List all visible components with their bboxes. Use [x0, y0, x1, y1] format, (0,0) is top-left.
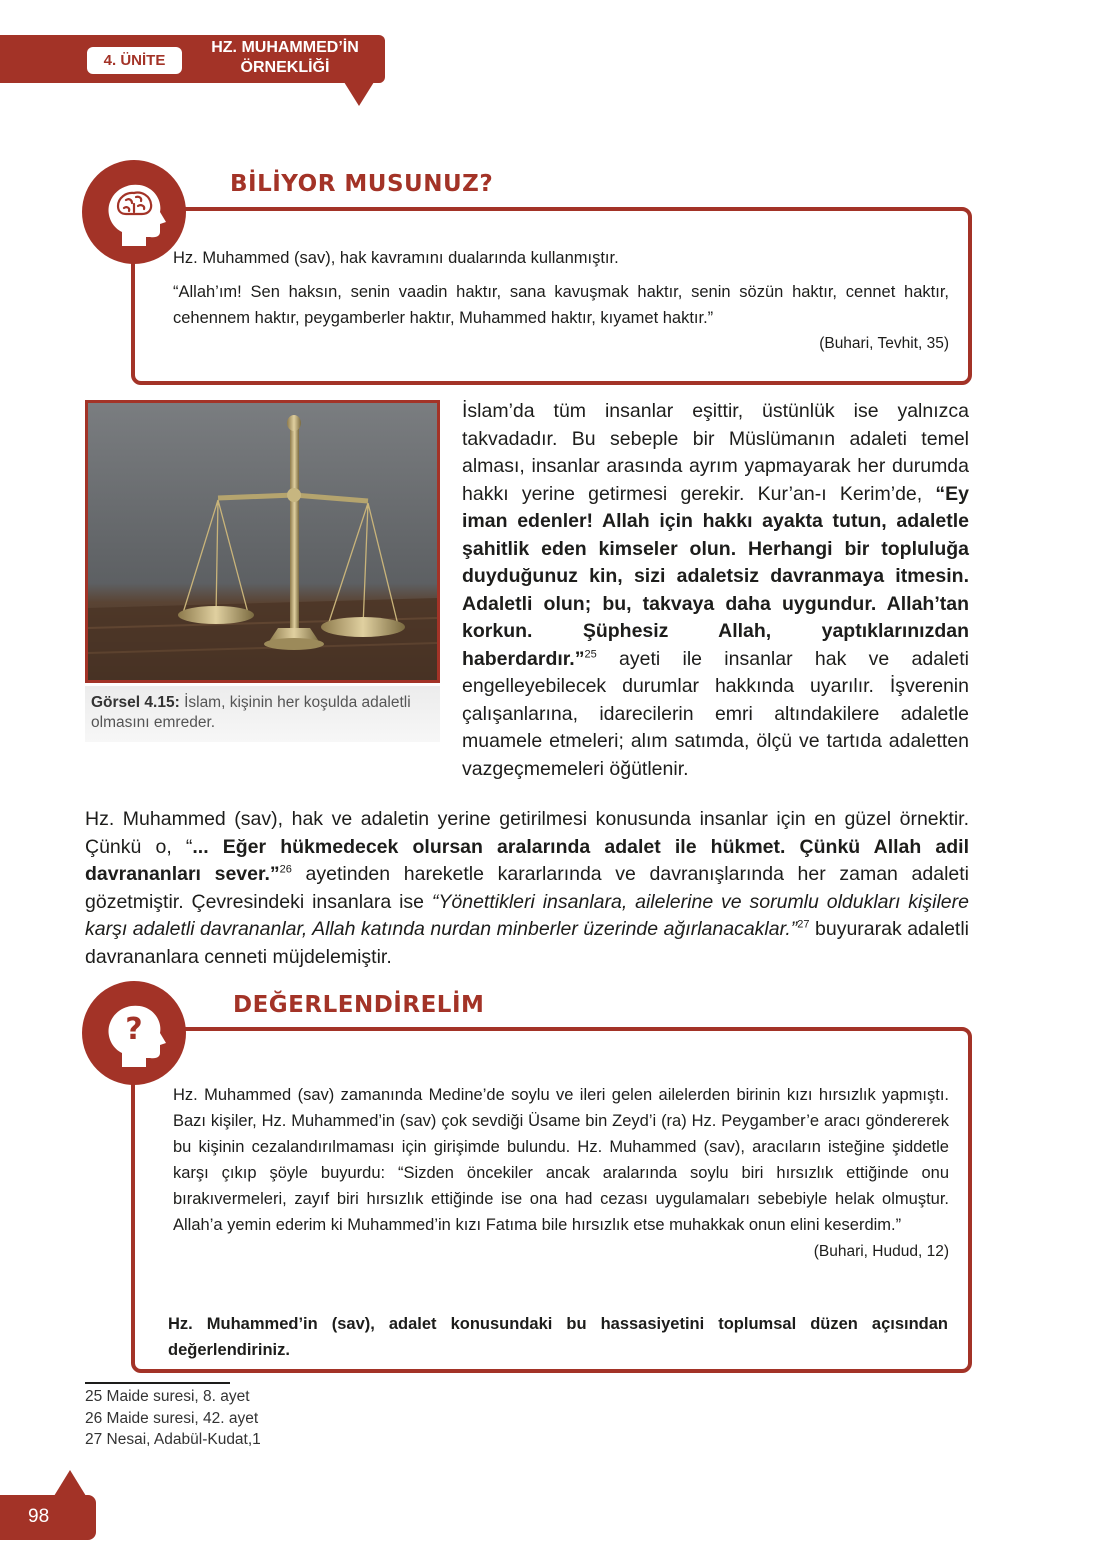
paragraph-2-italic-quote: “Yönettikleri insanlara, ailelerine ve sorumlu oldukları kişilere karşı adaletli davrananlar, Allah katında nurdan minberler üzerinde ağırlanacaklar.” — [85, 890, 969, 940]
evaluate-content — [173, 1082, 949, 1261]
page-tab-arrow — [54, 1470, 86, 1496]
caption-label: Görsel 4.15: — [91, 694, 180, 711]
did-you-know-badge — [82, 160, 186, 264]
did-you-know-quote: “Allah’ım! Sen haksın, senin vaadin haktır, sana kavuşmak haktır, senin sözün haktır, cennet haktır, cehennem haktır, peygamberler haktır, Muhammed haktır, kıyamet haktır.” — [173, 283, 949, 327]
footnote-25: 25 Maide suresi, 8. ayet — [85, 1388, 250, 1405]
paragraph-2-quote: ... Eğer hükmedecek olursan aralarında adalet ile hükmet. Çünkü Allah adil davrananları sever.” — [85, 835, 969, 885]
question-mark: ? — [125, 1012, 143, 1047]
paragraph-2-text-c: buyurarak adaletli davrananlara cenneti müjdelemiştir. — [85, 918, 969, 968]
page-number: 98 — [28, 1506, 50, 1527]
head-brain-icon — [82, 160, 186, 264]
evaluate-task: Hz. Muhammed’in (sav), adalet konusundaki bu hassasiyetini toplumsal düzen açısından değerlendiriniz. — [168, 1315, 948, 1359]
paragraph-1-quote: “Ey iman edenler! Allah için hakkı ayakta tutun, adaletle şahitlik eden kimseler olun. Herhangi bir topluluğa duyduğunuz kin, sizi adaletsiz davranmaya itmesin. Adaletli olun; bu, takvaya daha uygundur. Allah’tan korkun. Şüphesiz Allah, yaptıklarınızdan haberdardır.” — [462, 482, 969, 670]
evaluate-title: DEĞERLENDİRELİM — [233, 992, 485, 1018]
banner-arrow — [344, 82, 374, 106]
did-you-know-intro: Hz. Muhammed (sav), hak kavramını dualarında kullanmıştır. — [173, 249, 619, 267]
scales-of-justice-image — [85, 400, 440, 683]
page-number-tab — [0, 1495, 96, 1540]
head-question-icon — [82, 981, 186, 1085]
unit-title-line1: HZ. MUHAMMED’İN — [211, 39, 359, 56]
paragraph-1-text-a: İslam’da tüm insanlar eşittir, üstünlük ise yalnızca takvadadır. Bu sebeple bir Müslümanın adaleti temel alması, insanlar arasında ayrım yapmayarak her durumda hakkı yerine getirmesi gerekir. Kur’an-ı Kerim’de, — [462, 400, 969, 505]
scales-illustration — [88, 403, 437, 680]
figure-caption — [85, 686, 440, 742]
footnotes — [85, 1386, 261, 1451]
footnote-ref-25: 25 — [584, 648, 597, 660]
paragraph-2-text-b: ayetinden hareketle kararlarında ve davranışlarında her zaman adaleti gözetmiştir. Çevresindeki insanlara ise — [85, 863, 969, 913]
paragraph-2-text-a: Hz. Muhammed (sav), hak ve adaletin yerine getirilmesi konusunda insanlar için en güzel örnektir. Çünkü o, “ — [85, 808, 969, 858]
paragraph-2 — [85, 806, 969, 971]
paragraph-1-text-b: ayeti ile insanlar hak ve adaleti engelleyebilecek durumlar hakkında uyarılır. İşverenin çalışanlarına, idarecilerin emri altındakilere adaletle muamele etmeleri; alım satımda, ölçü ve tartıda adaletten vazgeçmemeleri öğütlenir. — [462, 647, 969, 780]
footnote-26: 26 Maide suresi, 42. ayet — [85, 1409, 259, 1427]
paragraph-1 — [462, 398, 969, 783]
did-you-know-source: (Buhari, Tevhit, 35) — [819, 335, 949, 352]
evaluate-story: Hz. Muhammed (sav) zamanında Medine’de soylu ve ileri gelen ailelerden birinin kızı hırsızlık yapmıştı. Bazı kişiler, Hz. Muhammed’in (sav) çok sevdiği Üsame bin Zeyd’i (ra) Hz. Peygamber’e aracı göndererek bu kişinin cezalandırılmaması için girişimde bulundu. Hz. Muhammed (sav), aracıların isteğine şiddetle karşı çıkıp şöyle buyurdu: “Sizden öncekiler ancak aralarında soylu biri hırsızlık ettiğinde onu bırakıvermeleri, zayıf biri hırsızlık ettiğinde ise ona had cezası uygulamaları sebebiyle helak olmuştur. Allah’a yemin ederim ki Muhammed’in kızı Fatıma bile hırsızlık etse muhakkak onun elini keserdim.” — [173, 1086, 949, 1234]
unit-label: 4. ÜNİTE — [87, 47, 182, 74]
footnote-27: 27 Nesai, Adabül-Kudat,1 — [85, 1431, 261, 1448]
footnote-ref-27: 27 — [797, 918, 810, 931]
unit-title — [190, 38, 380, 78]
evaluate-badge — [82, 981, 186, 1085]
did-you-know-content — [173, 245, 949, 353]
unit-title-line2: ÖRNEKLİĞİ — [240, 59, 330, 76]
evaluate-source: (Buhari, Hudud, 12) — [813, 1243, 949, 1260]
caption-text: İslam, kişinin her koşulda adaletli olmasını emreder. — [91, 694, 411, 731]
footnote-ref-26: 26 — [279, 863, 292, 876]
did-you-know-title: BİLİYOR MUSUNUZ? — [230, 171, 494, 197]
footnote-divider — [85, 1382, 230, 1384]
